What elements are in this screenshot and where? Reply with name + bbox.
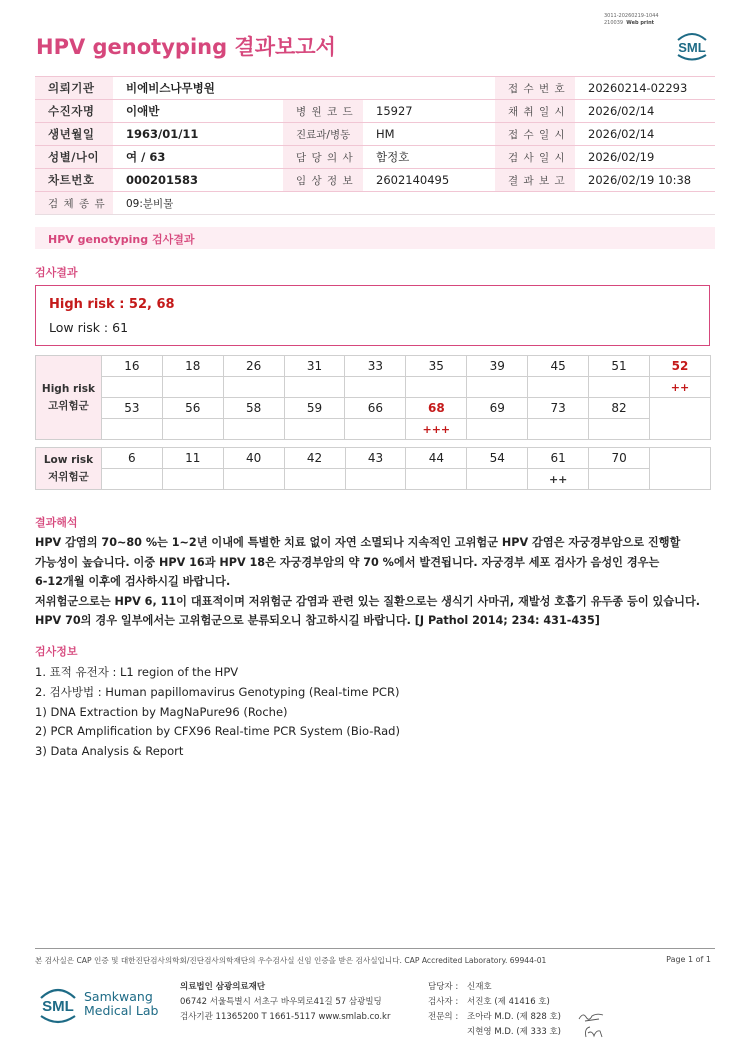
test-date-label: 검 사 일 시 <box>495 146 575 169</box>
staff-row <box>428 995 561 1010</box>
footer-brand <box>84 990 158 1018</box>
genotype-cell: 53 <box>101 398 162 419</box>
test-info-line: 2. 검사방법 : Human papillomavirus Genotyping (Real-time PCR) <box>35 684 400 699</box>
genotype-mark <box>345 419 406 440</box>
genotype-mark <box>528 419 589 440</box>
dept-value: HM <box>363 123 495 146</box>
genotype-cell: 44 <box>406 448 467 469</box>
document-code-line1: 3011-20260219-1044 <box>604 13 659 19</box>
genotype-mark <box>162 469 223 490</box>
genotype-mark <box>162 377 223 398</box>
genotype-mark <box>162 419 223 440</box>
test-info-line: 1) DNA Extraction by MagNaPure96 (Roche) <box>35 704 288 719</box>
interpretation-line: 저위험군으로는 HPV 6, 11이 대표적이며 저위험군 감염과 관련 있는 질환으로는 생식기 사마귀, 재발성 호흡기 유두종 등이 있습니다. <box>35 594 700 608</box>
genotype-cell-positive: 68 <box>406 398 467 419</box>
test-info-line: 1. 표적 유전자 : L1 region of the HPV <box>35 665 239 679</box>
genotype-cell: 66 <box>345 398 406 419</box>
genotype-mark <box>589 469 650 490</box>
genotype-mark <box>467 419 528 440</box>
genotype-mark-positive: +++ <box>406 419 467 440</box>
document-code <box>604 13 659 27</box>
genotype-cell: 16 <box>101 356 162 377</box>
test-info-line: 2) PCR Amplification by CFX96 Real-time PCR System (Bio-Rad) <box>35 724 400 739</box>
test-info-line: 3) Data Analysis & Report <box>35 744 184 759</box>
genotype-cell: 35 <box>406 356 467 377</box>
low-risk-label-en: Low risk <box>43 453 94 466</box>
interpretation-line: HPV 70의 경우 일부에서는 고위험군으로 분류되오니 참고하시길 바랍니다. [J Pathol 2014; 234: 431-435] <box>35 614 600 627</box>
result-band-title: HPV genotyping 검사결과 <box>48 233 195 246</box>
genotype-mark <box>284 377 345 398</box>
report-date-value: 2026/02/19 10:38 <box>575 169 715 192</box>
doctor-label: 담 당 의 사 <box>283 146 363 169</box>
low-risk-label-ko: 저위험군 <box>48 470 89 483</box>
result-section-title: 검사결과 <box>35 266 78 279</box>
genotype-mark <box>406 469 467 490</box>
info-row <box>35 192 715 215</box>
company-address: 06742 서울특별시 서초구 바우뫼로41길 57 삼광빌딩 <box>180 997 382 1007</box>
genotype-mark <box>345 377 406 398</box>
interpretation-line: HPV 감염의 70~80 %는 1~2년 이내에 특별한 치료 없이 자연 소멸되나 지속적인 고위험군 HPV 감염은 자궁경부암으로 진행할 <box>35 536 681 549</box>
high-risk-result: High risk : 52, 68 <box>49 297 175 312</box>
genotype-cell: 31 <box>284 356 345 377</box>
dept-label: 진료과/병동 <box>283 123 363 146</box>
clinical-info-value: 2602140495 <box>363 169 495 192</box>
genotype-mark <box>223 377 284 398</box>
receipt-no-value: 20260214-02293 <box>575 77 715 100</box>
result-summary-box <box>35 285 710 346</box>
genotype-cell: 56 <box>162 398 223 419</box>
genotype-mark <box>101 469 162 490</box>
receipt-no-label: 접 수 번 호 <box>495 77 575 100</box>
genotype-cell: 40 <box>223 448 284 469</box>
genotype-mark-positive: ++ <box>528 469 589 490</box>
genotype-mark <box>223 419 284 440</box>
clinical-info-label: 임 상 정 보 <box>283 169 363 192</box>
genotype-cell: 54 <box>467 448 528 469</box>
genotype-cell: 26 <box>223 356 284 377</box>
high-risk-label-en: High risk <box>41 382 95 395</box>
chart-no-value: 000201583 <box>113 169 283 192</box>
low-risk-result: Low risk : 61 <box>49 320 129 335</box>
institution-label: 의뢰기관 <box>35 77 113 100</box>
test-date-value: 2026/02/19 <box>575 146 715 169</box>
birth-value: 1963/01/11 <box>113 123 283 146</box>
staff-label: 검사자 : <box>428 997 459 1007</box>
genotype-mark <box>345 469 406 490</box>
empty-cell <box>650 448 711 490</box>
genotype-cell: 58 <box>223 398 284 419</box>
collect-date-label: 채 취 일 시 <box>495 100 575 123</box>
report-date-label: 결 과 보 고 <box>495 169 575 192</box>
hospital-code-label: 병 원 코 드 <box>283 100 363 123</box>
cert-statement: 본 검사실은 CAP 인증 및 대한진단검사의학회/진단검사의학재단의 우수검사실 신임 인증을 받은 검사실입니다. CAP Accredited Laboratory. 69944-01 <box>35 956 547 965</box>
genotype-cell: 43 <box>345 448 406 469</box>
specimen-value: 09:분비물 <box>113 192 715 215</box>
info-row <box>35 169 715 192</box>
genotype-cell: 33 <box>345 356 406 377</box>
genotype-mark-positive: ++ <box>649 377 710 398</box>
brand-line2: Medical Lab <box>84 1003 159 1018</box>
page-title: HPV genotyping 결과보고서 <box>36 35 336 59</box>
interpretation-title: 결과해석 <box>35 516 78 529</box>
genotype-cell: 18 <box>162 356 223 377</box>
company-name: 의료법인 삼광의료재단 <box>180 982 266 992</box>
result-band <box>35 227 715 249</box>
web-print-label: Web print <box>626 20 655 26</box>
staff-info <box>428 980 561 1040</box>
doctor-value: 함정호 <box>363 146 495 169</box>
company-contact: 검사기관 11365200 T 1661-5117 www.smlab.co.kr <box>180 1012 391 1022</box>
genotype-cell: 70 <box>589 448 650 469</box>
birth-label: 생년월일 <box>35 123 113 146</box>
genotype-cell: 51 <box>589 356 650 377</box>
signature-icon <box>582 1024 606 1040</box>
sex-age-value: 여 / 63 <box>113 146 283 169</box>
interpretation-line: 6-12개월 이후에 검사하시길 바랍니다. <box>35 575 231 588</box>
info-row <box>35 100 715 123</box>
test-info-title: 검사정보 <box>35 645 78 658</box>
genotype-mark <box>528 377 589 398</box>
high-risk-label <box>36 356 102 440</box>
genotype-mark <box>589 377 650 398</box>
staff-row <box>428 1025 561 1040</box>
footer-divider <box>35 948 715 949</box>
sml-footer-logo-icon <box>37 980 79 1026</box>
specimen-label: 검 체 종 류 <box>35 192 113 215</box>
staff-name: 조아라 M.D. (제 828 호) <box>467 1012 562 1022</box>
genotype-mark <box>284 469 345 490</box>
sml-footer-logo-text: SML <box>42 998 74 1015</box>
staff-name: 신재호 <box>467 982 492 992</box>
hospital-code-value: 15927 <box>363 100 495 123</box>
genotype-cell-positive: 52 <box>649 356 710 377</box>
patient-info-table <box>35 76 715 215</box>
company-info <box>180 980 390 1025</box>
brand-line1: Samkwang <box>84 989 153 1004</box>
interpretation-line: 가능성이 높습니다. 이중 HPV 16과 HPV 18은 자궁경부암의 약 70 %에서 발견됩니다. 자궁경부 세포 검사가 음성인 경우는 <box>35 555 660 569</box>
document-code-line2: 210039 <box>604 20 624 26</box>
genotype-cell: 39 <box>467 356 528 377</box>
staff-label: 전문의 : <box>428 1012 459 1022</box>
chart-no-label: 차트번호 <box>35 169 113 192</box>
sml-logo-icon <box>672 26 712 62</box>
receipt-date-value: 2026/02/14 <box>575 123 715 146</box>
low-risk-label <box>36 448 102 490</box>
genotype-cell: 73 <box>528 398 589 419</box>
genotype-mark <box>406 377 467 398</box>
genotype-mark <box>589 419 650 440</box>
patient-label: 수진자명 <box>35 100 113 123</box>
genotype-cell: 82 <box>589 398 650 419</box>
test-info-text <box>35 663 400 762</box>
sml-logo-text: SML <box>678 40 706 55</box>
genotype-mark <box>467 377 528 398</box>
genotype-mark <box>467 469 528 490</box>
staff-row <box>428 1010 561 1025</box>
info-row <box>35 123 715 146</box>
staff-row <box>428 980 561 995</box>
info-row <box>35 77 715 100</box>
genotype-cell: 59 <box>284 398 345 419</box>
staff-label: 담당자 : <box>428 982 459 992</box>
genotype-cell: 61 <box>528 448 589 469</box>
high-risk-label-ko: 고위험군 <box>48 399 89 412</box>
genotype-mark <box>101 377 162 398</box>
staff-name: 서진호 (제 41416 호) <box>467 997 550 1007</box>
genotype-cell: 45 <box>528 356 589 377</box>
genotype-cell: 6 <box>101 448 162 469</box>
collect-date-value: 2026/02/14 <box>575 100 715 123</box>
receipt-date-label: 접 수 일 시 <box>495 123 575 146</box>
staff-name: 지현영 M.D. (제 333 호) <box>467 1027 562 1037</box>
sex-age-label: 성별/나이 <box>35 146 113 169</box>
low-risk-grid <box>35 447 711 490</box>
genotype-cell: 69 <box>467 398 528 419</box>
genotype-mark <box>223 469 284 490</box>
genotype-cell: 11 <box>162 448 223 469</box>
genotype-mark <box>101 419 162 440</box>
signature-icon <box>577 1010 607 1024</box>
info-row <box>35 146 715 169</box>
page-number: Page 1 of 1 <box>666 955 711 964</box>
genotype-mark <box>284 419 345 440</box>
patient-value: 이애반 <box>113 100 283 123</box>
institution-value: 비에비스나무병원 <box>113 77 495 100</box>
high-risk-grid <box>35 355 711 440</box>
empty-cell <box>649 398 710 440</box>
genotype-cell: 42 <box>284 448 345 469</box>
interpretation-text <box>35 533 725 631</box>
